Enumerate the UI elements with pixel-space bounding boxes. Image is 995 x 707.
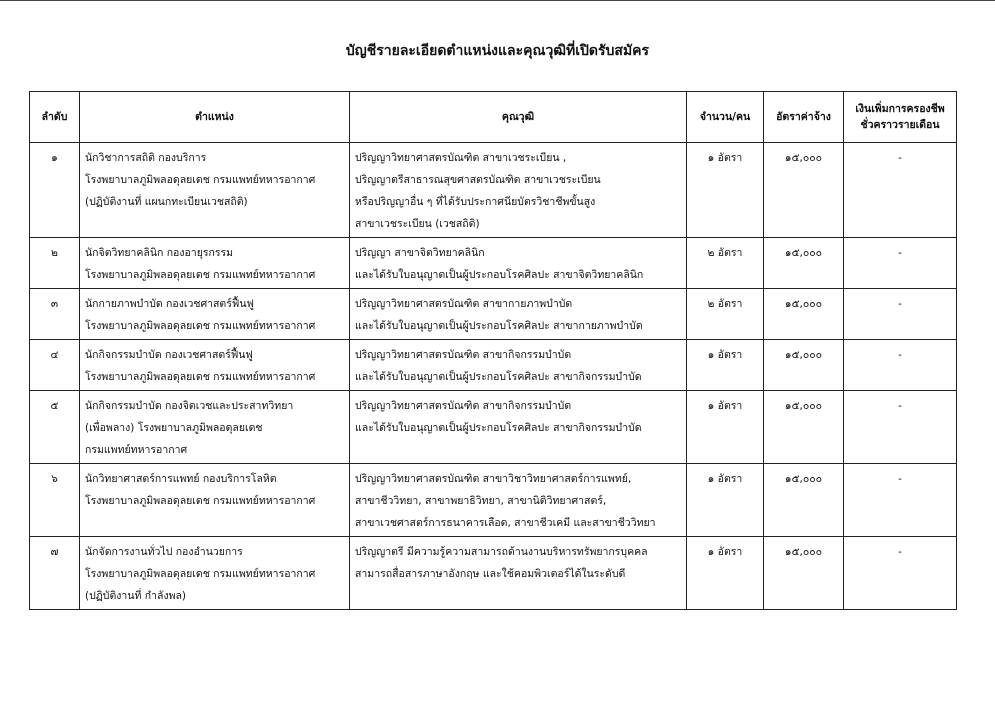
header-count: จำนวน/คน	[687, 92, 764, 143]
table-row	[30, 537, 957, 610]
position-line: (ปฏิบัติงานที่ กำลังพล)	[85, 590, 187, 602]
header-bonus-line1: เงินเพิ่มการครองชีพ	[855, 103, 945, 115]
qualification-line: ปริญญาวิทยาศาสตรบัณฑิต สาขาวิชาวิทยาศาสตร์การแพทย์,	[355, 473, 632, 485]
position-line: โรงพยาบาลภูมิพลอดุลยเดช กรมแพทย์ทหารอากาศ	[85, 320, 316, 332]
row-number: ๔	[30, 340, 80, 391]
row-qualification	[350, 537, 687, 610]
row-qualification	[350, 340, 687, 391]
row-position	[80, 289, 350, 340]
table-body	[30, 143, 957, 610]
position-line: โรงพยาบาลภูมิพลอดุลยเดช กรมแพทย์ทหารอากาศ	[85, 568, 316, 580]
position-line: โรงพยาบาลภูมิพลอดุลยเดช กรมแพทย์ทหารอากาศ	[85, 371, 316, 383]
table-row	[30, 391, 957, 464]
row-qualification	[350, 464, 687, 537]
position-line: (ปฏิบัติงานที่ แผนกทะเบียนเวชสถิติ)	[85, 196, 248, 208]
page-title: บัญชีรายละเอียดตำแหน่งและคุณวุฒิที่เปิดรับสมัคร	[345, 43, 650, 59]
header-no: ลำดับ	[30, 92, 80, 143]
qualification-line: ปริญญาวิทยาศาสตรบัณฑิต สาขากิจกรรมบำบัด	[355, 400, 572, 412]
row-rate: ๑๕,๐๐๐	[764, 391, 844, 464]
row-count: ๑ อัตรา	[687, 537, 764, 610]
positions-table	[29, 91, 957, 610]
position-line: นักกิจกรรมบำบัด กองเวชศาสตร์ฟื้นฟู	[85, 349, 253, 361]
row-position	[80, 391, 350, 464]
row-rate: ๑๕,๐๐๐	[764, 340, 844, 391]
row-count: ๒ อัตรา	[687, 238, 764, 289]
qualification-line: ปริญญาวิทยาศาสตรบัณฑิต สาขากิจกรรมบำบัด	[355, 349, 572, 361]
position-line: กรมแพทย์ทหารอากาศ	[85, 444, 188, 456]
header-qualification: คุณวุฒิ	[350, 92, 687, 143]
table-row	[30, 464, 957, 537]
row-rate: ๑๕,๐๐๐	[764, 238, 844, 289]
position-line: นักจิตวิทยาคลินิก กองอายุรกรรม	[85, 247, 234, 259]
row-bonus: -	[844, 537, 957, 610]
row-count: ๑ อัตรา	[687, 143, 764, 238]
row-qualification	[350, 289, 687, 340]
top-rule	[0, 0, 995, 1]
row-bonus: -	[844, 340, 957, 391]
qualification-line: ปริญญาตรีสาธารณสุขศาสตรบัณฑิต สาขาเวชระเบียน	[355, 174, 601, 186]
qualification-line: หรือปริญญาอื่น ๆ ที่ได้รับประกาศนียบัตรวิชาชีพขั้นสูง	[355, 196, 596, 208]
qualification-line: สาขาเวชศาสตร์การธนาคารเลือด, สาขาชีวเคมี และสาขาชีววิทยา	[355, 517, 656, 529]
row-rate: ๑๕,๐๐๐	[764, 464, 844, 537]
qualification-line: ปริญญาวิทยาศาสตรบัณฑิต สาขากายภาพบำบัด	[355, 298, 573, 310]
row-position	[80, 340, 350, 391]
position-line: นักกายภาพบำบัด กองเวชศาสตร์ฟื้นฟู	[85, 298, 254, 310]
position-line: โรงพยาบาลภูมิพลอดุลยเดช กรมแพทย์ทหารอากาศ	[85, 174, 316, 186]
row-number: ๑	[30, 143, 80, 238]
header-bonus	[844, 92, 957, 143]
row-position	[80, 238, 350, 289]
position-line: นักจัดการงานทั่วไป กองอำนวยการ	[85, 546, 243, 558]
table-row	[30, 340, 957, 391]
row-number: ๗	[30, 537, 80, 610]
position-line: (เพื่อพลาง) โรงพยาบาลภูมิพลอดุลยเดช	[85, 422, 263, 434]
qualification-line: และได้รับใบอนุญาตเป็นผู้ประกอบโรคศิลปะ สาขากายภาพบำบัด	[355, 320, 643, 332]
row-qualification	[350, 391, 687, 464]
row-count: ๑ อัตรา	[687, 464, 764, 537]
header-rate: อัตราค่าจ้าง	[764, 92, 844, 143]
table-header-row	[30, 92, 957, 143]
row-bonus: -	[844, 289, 957, 340]
row-position	[80, 143, 350, 238]
position-line: โรงพยาบาลภูมิพลอดุลยเดช กรมแพทย์ทหารอากาศ	[85, 269, 316, 281]
row-position	[80, 464, 350, 537]
table-row	[30, 238, 957, 289]
position-line: นักวิชาการสถิติ กองบริการ	[85, 152, 207, 164]
row-qualification	[350, 238, 687, 289]
qualification-line: สาขาเวชระเบียน (เวชสถิติ)	[355, 218, 480, 230]
row-bonus: -	[844, 391, 957, 464]
row-bonus: -	[844, 143, 957, 238]
row-rate: ๑๕,๐๐๐	[764, 143, 844, 238]
row-bonus: -	[844, 238, 957, 289]
row-number: ๒	[30, 238, 80, 289]
qualification-line: ปริญญาตรี มีความรู้ความสามารถด้านงานบริหารทรัพยากรบุคคล	[355, 546, 648, 558]
row-bonus: -	[844, 464, 957, 537]
row-number: ๕	[30, 391, 80, 464]
position-line: โรงพยาบาลภูมิพลอดุลยเดช กรมแพทย์ทหารอากาศ	[85, 495, 316, 507]
qualification-line: และได้รับใบอนุญาตเป็นผู้ประกอบโรคศิลปะ สาขากิจกรรมบำบัด	[355, 422, 642, 434]
row-rate: ๑๕,๐๐๐	[764, 537, 844, 610]
qualification-line: และได้รับใบอนุญาตเป็นผู้ประกอบโรคศิลปะ สาขากิจกรรมบำบัด	[355, 371, 642, 383]
table-row	[30, 289, 957, 340]
header-position: ตำแหน่ง	[80, 92, 350, 143]
header-bonus-line2: ชั่วคราวรายเดือน	[860, 119, 940, 131]
qualification-line: และได้รับใบอนุญาตเป็นผู้ประกอบโรคศิลปะ สาขาจิตวิทยาคลินิก	[355, 269, 644, 281]
row-rate: ๑๕,๐๐๐	[764, 289, 844, 340]
row-count: ๑ อัตรา	[687, 391, 764, 464]
row-qualification	[350, 143, 687, 238]
table-row	[30, 143, 957, 238]
qualification-line: สาขาชีววิทยา, สาขาพยาธิวิทยา, สาขานิติวิทยาศาสตร์,	[355, 495, 607, 507]
row-count: ๑ อัตรา	[687, 340, 764, 391]
row-number: ๓	[30, 289, 80, 340]
row-position	[80, 537, 350, 610]
position-line: นักกิจกรรมบำบัด กองจิตเวชและประสาทวิทยา	[85, 400, 294, 412]
qualification-line: ปริญญาวิทยาศาสตรบัณฑิต สาขาเวชระเบียน ,	[355, 152, 567, 164]
row-number: ๖	[30, 464, 80, 537]
position-line: นักวิทยาศาสตร์การแพทย์ กองบริการโลหิต	[85, 473, 277, 485]
qualification-line: สามารถสื่อสารภาษาอังกฤษ และใช้คอมพิวเตอร์ได้ในระดับดี	[355, 568, 626, 580]
qualification-line: ปริญญา สาขาจิตวิทยาคลินิก	[355, 247, 485, 259]
row-count: ๒ อัตรา	[687, 289, 764, 340]
